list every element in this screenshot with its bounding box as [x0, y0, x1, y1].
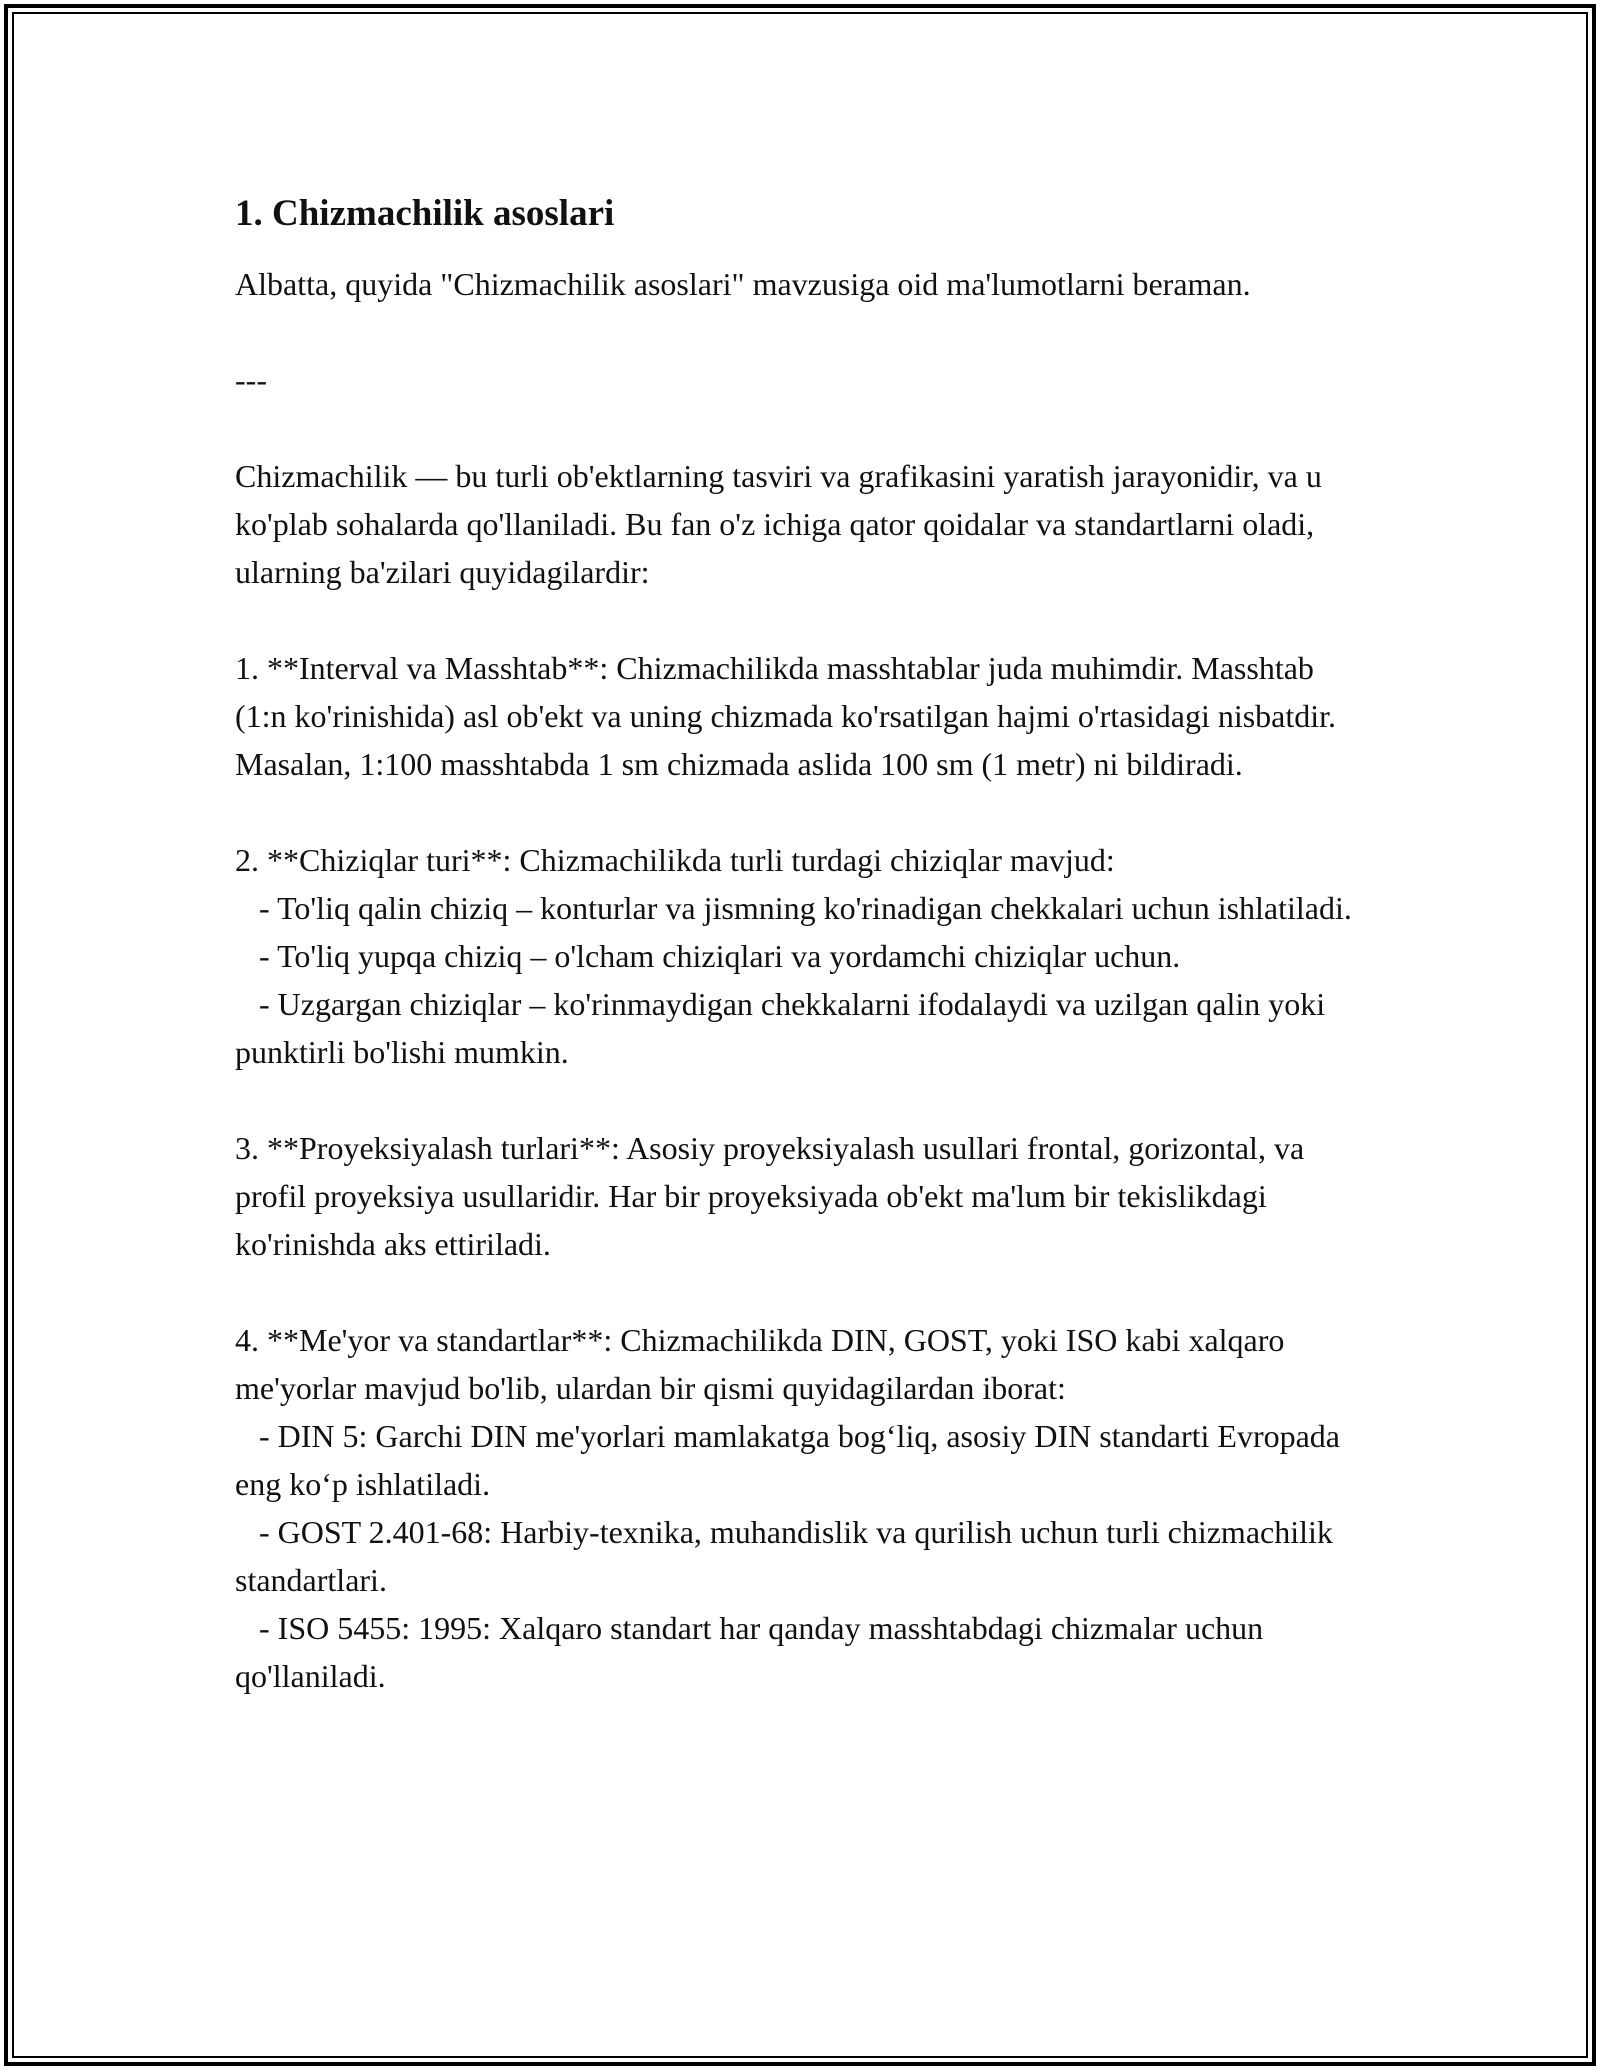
list-item: - DIN 5: Garchi DIN me'yorlari mamlakatga bog‘liq, asosiy DIN standarti Evropada eng ko‘p ishlatiladi. — [235, 1418, 1348, 1502]
separator-line: --- — [235, 362, 267, 398]
section-standards — [235, 1316, 1365, 1700]
spacer — [235, 1268, 1365, 1316]
spacer — [235, 308, 1365, 356]
section-heading: 3. **Proyeksiyalash turlari**: Asosiy proyeksiyalash usullari frontal, gorizontal, va profil proyeksiya usullaridir. Har bir proyeksiyada ob'ekt ma'lum bir tekislikdagi ko'rinishda aks ettiriladi. — [235, 1130, 1313, 1262]
document-body — [235, 188, 1365, 1700]
list-item: - ISO 5455: 1995: Xalqaro standart har qanday masshtabdagi chizmalar uchun qo'llaniladi. — [235, 1610, 1272, 1694]
list-item: - To'liq qalin chiziq – konturlar va jismning ko'rinadigan chekkalari uchun ishlatiladi. — [235, 890, 1352, 926]
document-title: 1. Chizmachilik asoslari — [235, 193, 615, 234]
section-line-types — [235, 836, 1365, 1076]
spacer — [235, 404, 1365, 452]
section-heading: 1. **Interval va Masshtab**: Chizmachilikda masshtablar juda muhimdir. Masshtab (1:n ko'rinishida) asl ob'ekt va uning chizmada ko'rsatilgan hajmi o'rtasidagi nisbatdir. Masalan, 1:100 masshtabda 1 sm chizmada aslida 100 sm (1 metr) ni bildiradi. — [235, 650, 1345, 782]
overview-paragraph: Chizmachilik — bu turli ob'ektlarning tasviri va grafikasini yaratish jarayonidir, va u ko'plab sohalarda qo'llaniladi. Bu fan o'z ichiga qator qoidalar va standartlarni oladi, ularning ba'zilari quyidagilardir: — [235, 458, 1330, 590]
spacer — [235, 596, 1365, 644]
spacer — [235, 788, 1365, 836]
section-scale — [235, 644, 1365, 788]
list-item: - GOST 2.401-68: Harbiy-texnika, muhandislik va qurilish uchun turli chizmachilik standartlari. — [235, 1514, 1341, 1598]
spacer — [235, 1076, 1365, 1124]
section-projection — [235, 1124, 1365, 1268]
list-item: - To'liq yupqa chiziq – o'lcham chiziqlari va yordamchi chiziqlar uchun. — [235, 938, 1181, 974]
section-heading: 4. **Me'yor va standartlar**: Chizmachilikda DIN, GOST, yoki ISO kabi xalqaro me'yorlar mavjud bo'lib, ulardan bir qismi quyidagilardan iborat: — [235, 1322, 1293, 1406]
section-heading: 2. **Chiziqlar turi**: Chizmachilikda turli turdagi chiziqlar mavjud: — [235, 842, 1115, 878]
intro-paragraph: Albatta, quyida "Chizmachilik asoslari" mavzusiga oid ma'lumotlarni beraman. — [235, 266, 1251, 302]
list-item: - Uzgargan chiziqlar – ko'rinmaydigan chekkalarni ifodalaydi va uzilgan qalin yoki punktirli bo'lishi mumkin. — [235, 986, 1334, 1070]
